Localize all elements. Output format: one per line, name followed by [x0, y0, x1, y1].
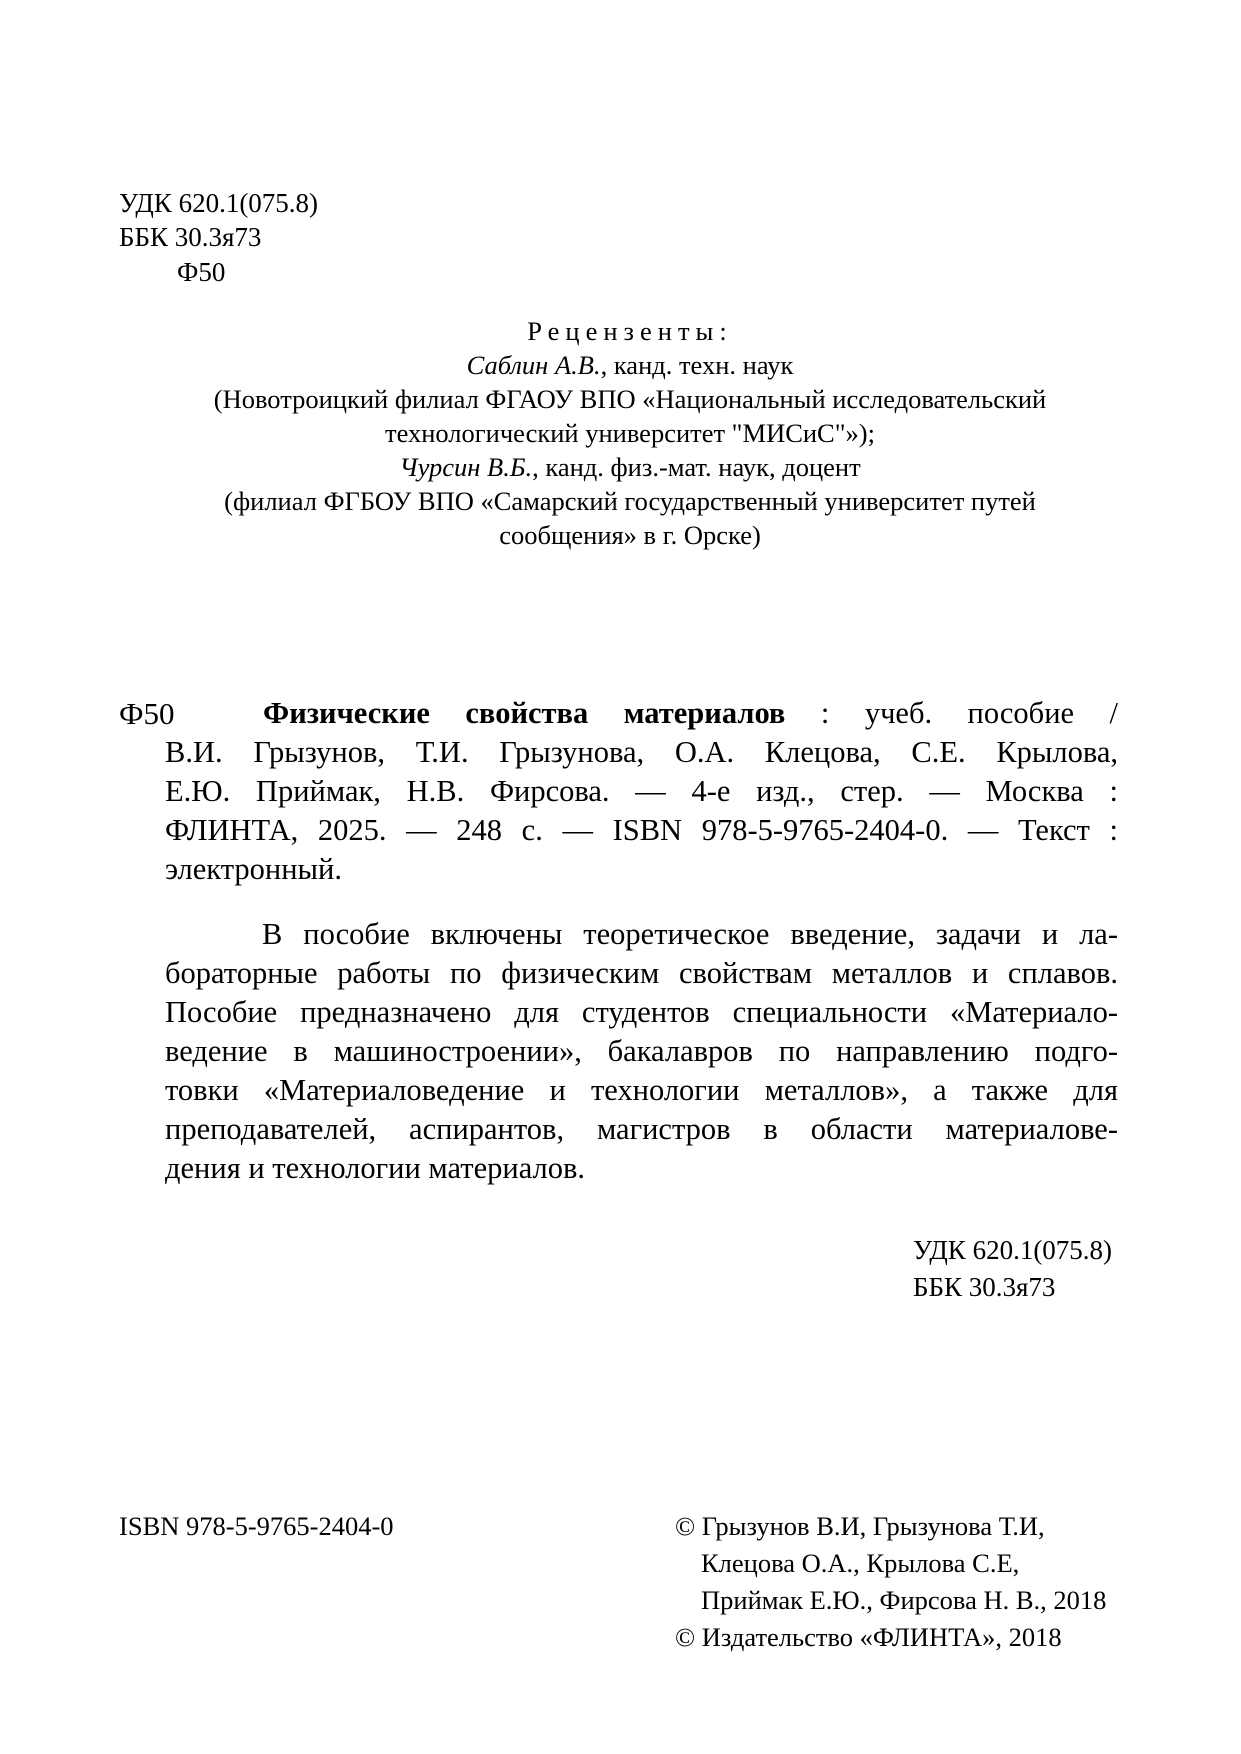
annotation-line-7: дения и технологии материалов.	[165, 1151, 586, 1185]
reviewer-2-degree: , канд. физ.-мат. наук, доцент	[532, 452, 861, 482]
catalog-line-3: Е.Ю. Приймак, Н.В. Фирсова. — 4-е изд., стер. — Москва :	[165, 774, 1118, 808]
annotation-line-6: преподавателей, аспирантов, магистров в области материалове-	[165, 1112, 1118, 1146]
catalog-line-1	[263, 694, 1118, 732]
catalog-line-4: ФЛИНТА, 2025. — 248 с. — ISBN 978-5-9765-2404-0. — Текст :	[165, 813, 1118, 847]
annotation-line-1: В пособие включены теоретическое введение, задачи и ла-	[262, 917, 1118, 951]
copyright-authors-line3: Приймак Е.Ю., Фирсова Н. В., 2018	[701, 1585, 1107, 1615]
catalog-line-5: электронный.	[165, 852, 342, 886]
classification-bbk: ББК 30.3я73	[913, 1272, 1056, 1302]
reviewer-1-org-line1: (Новотроицкий филиал ФГАОУ ВПО «Национальный исследовательский	[213, 384, 1047, 414]
copyright-authors-line1: © Грызунов В.И, Грызунова Т.И,	[675, 1511, 1045, 1541]
reviewers-block	[140, 314, 1120, 552]
reviewer-1	[140, 348, 1120, 382]
reviewer-2-org-line1: (филиал ФГБОУ ВПО «Самарский государственный университет путей	[224, 486, 1036, 516]
reviewer-1-degree: , канд. техн. наук	[600, 350, 794, 380]
reviewer-2-org-line2: сообщения» в г. Орске)	[499, 520, 761, 550]
reviewer-2	[140, 450, 1120, 484]
header-author-mark: Ф50	[177, 257, 226, 287]
annotation-line-4: ведение в машиностроении», бакалавров по направлению подго-	[165, 1034, 1118, 1068]
annotation-line-5: товки «Материаловедение и технологии металлов», а также для	[165, 1073, 1118, 1107]
catalog-mark: Ф50	[119, 696, 175, 731]
catalog-line-2: В.И. Грызунов, Т.И. Грызунова, О.А. Клецова, С.Е. Крылова,	[165, 735, 1118, 769]
annotation-line-2: бораторные работы по физическим свойствам металлов и сплавов.	[165, 956, 1118, 990]
annotation-line-3: Пособие предназначено для студентов специальности «Материало-	[165, 995, 1118, 1029]
isbn: ISBN 978-5-9765-2404-0	[119, 1511, 394, 1541]
header-bbk: ББК 30.3я73	[119, 222, 262, 252]
copyright-publisher: © Издательство «ФЛИНТА», 2018	[675, 1622, 1062, 1652]
reviewer-1-org-line2: технологический университет "МИСиС"»);	[384, 418, 875, 448]
reviewer-2-name: Чурсин В.Б.	[399, 452, 533, 482]
header-udk: УДК 620.1(075.8)	[119, 188, 319, 218]
classification-udk: УДК 620.1(075.8)	[913, 1235, 1113, 1265]
reviewers-heading: Рецензенты:	[527, 316, 733, 346]
copyright-authors-line2: Клецова О.А., Крылова С.Е,	[701, 1548, 1020, 1578]
book-title: Физические свойства материалов	[263, 696, 786, 730]
catalog-line-1-rest: : учеб. пособие /	[785, 696, 1118, 730]
reviewer-1-name: Саблин А.В.	[466, 350, 601, 380]
